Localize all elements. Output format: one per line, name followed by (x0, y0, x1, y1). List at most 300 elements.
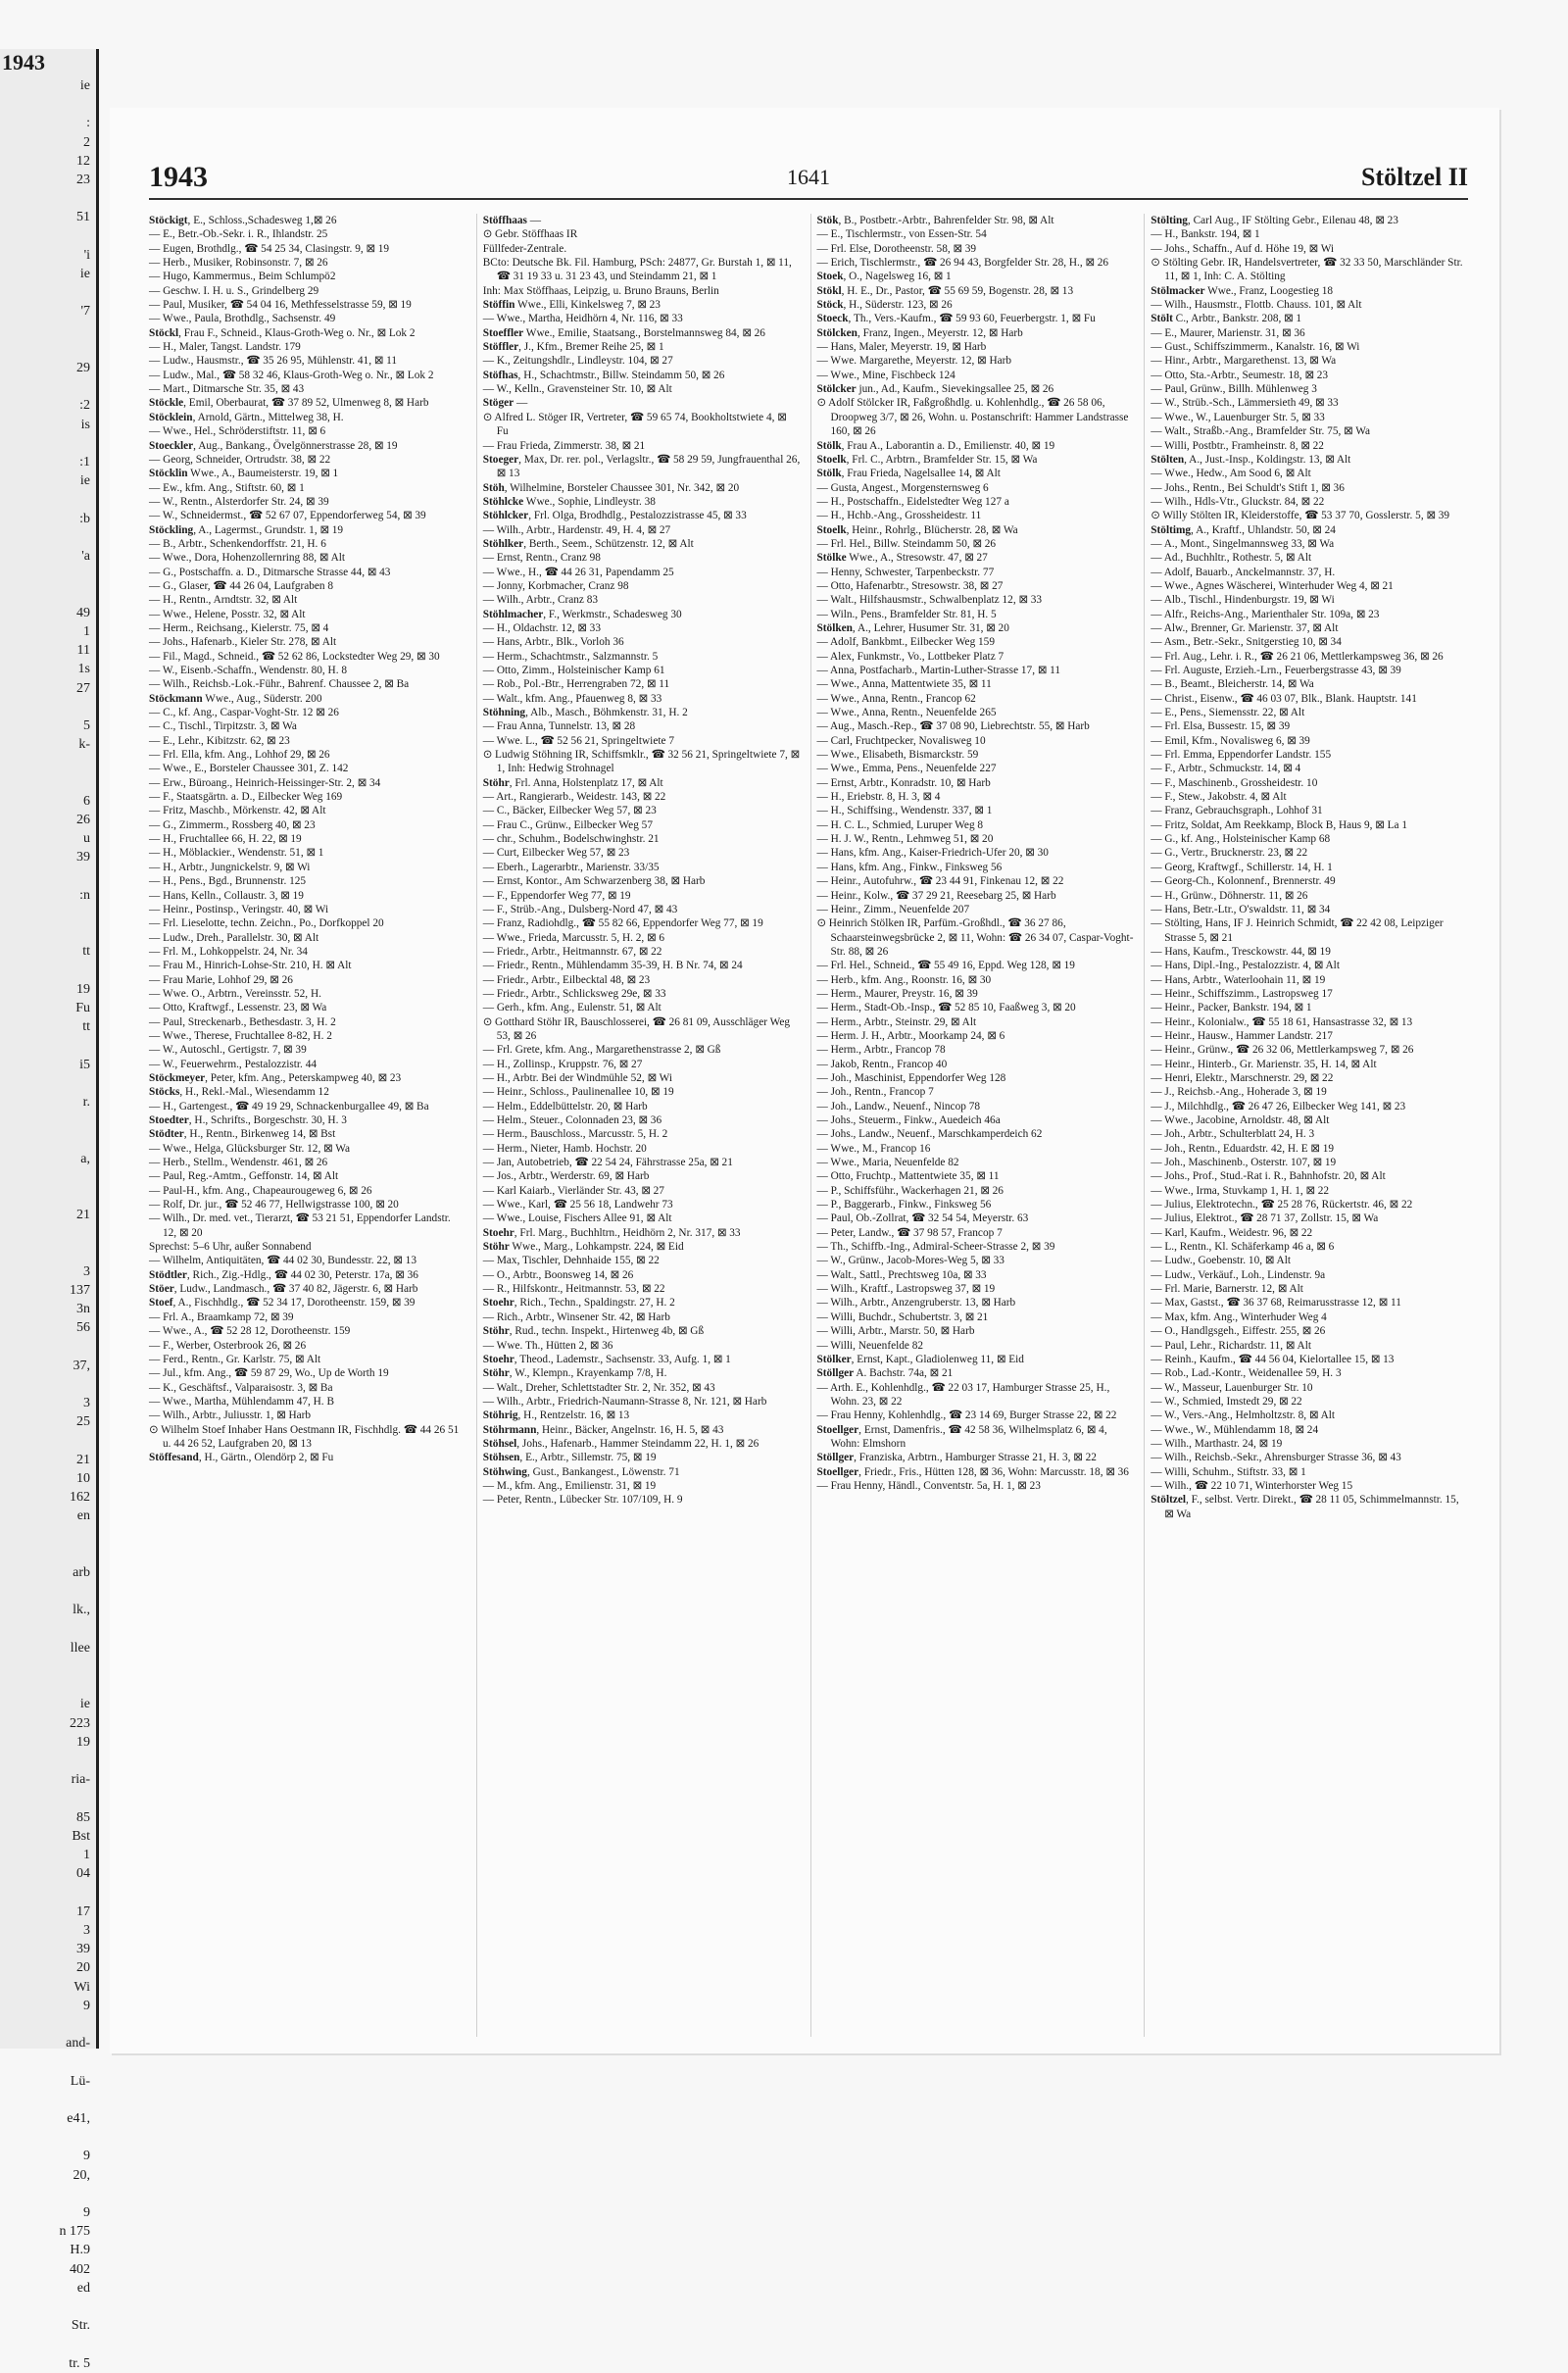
prev-page-fragment: 19 (76, 981, 90, 997)
directory-entry: — Hans, kfm. Ang., Kaiser-Friedrich-Ufer 20, ⊠ 30 (816, 847, 1049, 860)
entry-surname: Stöhr (482, 1325, 510, 1338)
directory-entry: — Walt., Dreher, Schlettstadter Str. 2, Nr. 352, ⊠ 43 (482, 1381, 715, 1394)
prev-page-fragment: ie (79, 473, 90, 489)
prev-page-fragment (0, 867, 96, 886)
prev-page-fragment: 9 (83, 2149, 90, 2164)
directory-entry: — Fritz, Maschb., Mörkenstr. 42, ⊠ Alt (149, 805, 326, 817)
directory-entry: — Carl, Fruchtpecker, Novalisweg 10 (816, 734, 986, 747)
entry-surname: Stöhr (482, 1241, 510, 1254)
directory-entry: — F., Strüb.-Ang., Dulsberg-Nord 47, ⊠ 43 (482, 903, 678, 915)
entry-surname: Stöh (482, 481, 505, 494)
entry-surname: Stölk (816, 439, 842, 452)
directory-entry: — Walt., Straßb.-Ang., Bramfelder Str. 75, ⊠ Wa (1151, 425, 1370, 438)
directory-entry: — Frl. Grete, kfm. Ang., Margarethenstrasse 2, ⊠ Gß (482, 1044, 721, 1057)
entry-details: , Franz, Ingen., Meyerstr. 12, ⊠ Harb (857, 326, 1023, 339)
directory-entry (816, 312, 1135, 325)
entry-details: , Arnold, Gärtn., Mittelweg 38, H. (192, 411, 344, 423)
directory-entry: — Hinr., Arbtr., Margarethenst. 13, ⊠ Wa (1151, 355, 1337, 368)
directory-entry: — Jan, Autobetrieb, ☎ 22 54 24, Fährstrasse 25a, ⊠ 21 (482, 1157, 733, 1169)
entry-surname: Stöhr (482, 1367, 510, 1380)
directory-entry: — Frau Marie, Lohhof 29, ⊠ 26 (149, 973, 293, 986)
directory-entry: — Frau Frieda, Zimmerstr. 38, ⊠ 21 (482, 439, 646, 452)
directory-entry: — Helm., Eddelbüttelstr. 20, ⊠ Harb (482, 1100, 648, 1112)
directory-entry (482, 1409, 801, 1422)
prev-page-fragment (0, 754, 96, 772)
directory-entry: — Henri, Elektr., Marschnerstr. 29, ⊠ 22 (1151, 1071, 1334, 1084)
directory-entry: — Walt., Hilfshausmstr., Schwalbenplatz 12, ⊠ 33 (816, 594, 1043, 607)
entry-details: , A., Kraftf., Uhlandstr. 50, ⊠ 24 (1191, 523, 1336, 536)
directory-entry: — Wwe., H., ☎ 44 26 31, Papendamm 25 (482, 566, 674, 578)
prev-page-fragment: 12 (76, 153, 90, 169)
prev-page-fragment (0, 1789, 96, 1807)
entry-details: , E., Schloss.,Schadesweg 1,⊠ 26 (187, 215, 337, 226)
directory-entry (482, 340, 801, 354)
directory-entry: — Joh., Maschinenb., Osterstr. 107, ⊠ 19 (1151, 1157, 1337, 1169)
entry-details: , Max, Dr. rer. pol., Verlagsltr., ☎ 58 29 59, Jungfrauenthal 26, ⊠ 13 (496, 453, 801, 480)
entry-details: , H., Süderstr. 123, ⊠ 26 (843, 299, 953, 312)
header-page-number: 1641 (787, 165, 830, 189)
entry-surname: Stöckle (149, 397, 184, 410)
directory-entry: — F., Werber, Osterbrook 26, ⊠ 26 (149, 1339, 307, 1352)
prev-page-fragment (0, 1884, 96, 1903)
entry-details: , Alb., Masch., Böhmkenstr. 31, H. 2 (525, 707, 688, 719)
directory-entry (482, 1324, 801, 1338)
entry-surname: Stöhr (482, 776, 510, 789)
directory-entry: — Herb., kfm. Ang., Roonstr. 16, ⊠ 30 (816, 973, 992, 986)
prev-page-fragment: 3 (83, 1396, 90, 1411)
entry-details: , Rich., Techn., Spaldingstr. 27, H. 2 (514, 1297, 675, 1310)
directory-entry (482, 326, 801, 340)
directory-entry (816, 467, 1135, 480)
entry-surname: Stoelk (816, 523, 847, 536)
directory-entry: — G., Vertr., Brucknerstr. 23, ⊠ 22 (1151, 847, 1308, 860)
directory-page (110, 108, 1499, 2053)
directory-entry: — Friedr., Arbtr., Heitmannstr. 67, ⊠ 22 (482, 945, 662, 958)
directory-entry: — Hans, Arbtr., Blk., Vorloh 36 (482, 636, 624, 649)
directory-entry: — Ludw., Hausmstr., ☎ 35 26 95, Mühlenstr. 41, ⊠ 11 (149, 355, 398, 368)
directory-entry (816, 214, 1135, 227)
directory-entry: — Wilh., Dr. med. vet., Tierarzt, ☎ 53 21 51, Eppendorfer Landstr. 12, ⊠ 20 (149, 1212, 451, 1239)
directory-entry: — Willi, Buchdr., Schubertstr. 3, ⊠ 21 (816, 1310, 989, 1323)
entry-details: jun., Ad., Kaufm., Sievekingsallee 25, ⊠ 26 (856, 383, 1054, 396)
directory-entry: — Frau Henny, Kohlenhdlg., ☎ 23 14 69, Burger Strasse 22, ⊠ 22 (816, 1409, 1117, 1422)
prev-page-fragment (0, 1752, 96, 1770)
directory-entry: — Wilh., Reichsb.-Lok.-Führ., Bahrenf. Chaussee 2, ⊠ Ba (149, 678, 410, 691)
directory-entry: — W., Masseur, Lauenburger Str. 10 (1151, 1381, 1313, 1394)
entry-details: , H. E., Dr., Pastor, ☎ 55 69 59, Bogenstr. 28, ⊠ 13 (841, 284, 1074, 297)
directory-entry: — Paul, Reg.-Amtm., Geffonstr. 14, ⊠ Alt (149, 1170, 339, 1183)
directory-entry: — Wilh., Hausmstr., Flottb. Chauss. 101, ⊠ Alt (1151, 299, 1362, 312)
directory-entry: — Max, Gastst., ☎ 36 37 68, Reimarusstrasse 12, ⊠ 11 (1151, 1297, 1401, 1310)
directory-entry: — Arth. E., Kohlenhdlg., ☎ 22 03 17, Hamburger Strasse 25, H., Wohn. 23, ⊠ 22 (816, 1381, 1110, 1408)
directory-entry: — Wwe., Anna, Rentn., Francop 62 (816, 692, 976, 705)
entry-surname: Stöhrig (482, 1409, 518, 1422)
directory-entry: — Heinr., Autofuhrw., ☎ 23 44 91, Finkenau 12, ⊠ 22 (816, 875, 1064, 888)
directory-entry: — Wwe., Dora, Hohenzollernring 88, ⊠ Alt (149, 552, 346, 565)
prev-page-fragment: 137 (70, 1283, 90, 1298)
directory-entry: — Wwe. L., ☎ 52 56 21, Springeltwiete 7 (482, 734, 674, 747)
directory-entry: — C., kf. Ang., Caspar-Voght-Str. 12 ⊠ 26 (149, 707, 339, 719)
directory-entry: — Wwe., Helene, Posstr. 32, ⊠ Alt (149, 608, 306, 620)
column-4 (1144, 214, 1468, 2037)
prev-page-fragment: en (76, 1508, 90, 1524)
directory-entry: — W., Kelln., Gravensteiner Str. 10, ⊠ Alt (482, 383, 672, 396)
directory-entry: — Wwe., Mine, Fischbeck 124 (816, 369, 956, 381)
directory-entry: — Wwe., Agnes Wäscherei, Winterhuder Weg 4, ⊠ 21 (1151, 579, 1394, 592)
directory-entry (482, 509, 801, 522)
prev-page-fragment: 25 (76, 1414, 90, 1430)
firm-entry: ⊙ Gebr. Stöffhaas IR (482, 228, 578, 241)
directory-entry: — Ludw., Goebenstr. 10, ⊠ Alt (1151, 1255, 1291, 1267)
prev-page-fragment: 20 (76, 1960, 90, 1976)
entry-details: , Aug., Bankang., Övelgönnerstrasse 28, ⊠ 19 (193, 439, 398, 452)
directory-entry: — Johs., Rentn., Bei Schuldt's Stift 1, ⊠ 36 (1151, 481, 1345, 494)
prev-page-fragment: 56 (76, 1320, 90, 1336)
entry-surname: Stoek (816, 271, 844, 283)
directory-entry (149, 1451, 466, 1464)
directory-entry: — Adolf, Bankbmt., Eilbecker Weg 159 (816, 636, 995, 649)
directory-entry: — O., Handlgsgeh., Eiffestr. 255, ⊠ 26 (1151, 1325, 1326, 1338)
directory-entry: — Christ., Eisenw., ☎ 46 03 07, Blk., Blank. Hauptstr. 141 (1151, 692, 1417, 705)
directory-entry: — Herb., Musiker, Robinsonstr. 7, ⊠ 26 (149, 257, 328, 270)
directory-entry (482, 481, 801, 495)
prev-page-fragment: tr. 5 (69, 2355, 90, 2371)
prev-page-fragment: 162 (70, 1490, 90, 1506)
prev-page-fragment: 'a (81, 549, 90, 565)
directory-entry: — Ludw., Mal., ☎ 58 32 46, Klaus-Groth-Weg o. Nr., ⊠ Lok 2 (149, 369, 434, 381)
directory-entry: — Gusta, Angest., Morgensternsweg 6 (816, 481, 989, 494)
directory-entry: — P., Baggerarb., Finkw., Finksweg 56 (816, 1199, 992, 1211)
directory-entry (1151, 312, 1468, 325)
directory-entry: — E., Tischlermstr., von Essen-Str. 54 (816, 228, 987, 241)
directory-entry: — Wilh., Kraftf., Lastropsweg 37, ⊠ 19 (816, 1283, 996, 1296)
directory-entry: — Anna, Postfacharb., Martin-Luther-Strasse 17, ⊠ 11 (816, 665, 1061, 676)
directory-entry: — Wiln., Pens., Bramfelder Str. 81, H. 5 (816, 608, 997, 620)
prev-page-fragment (0, 2335, 96, 2353)
entry-details: C., Arbtr., Bankstr. 208, ⊠ 1 (1172, 313, 1302, 325)
directory-entry: — Julius, Elektrotechn., ☎ 25 28 76, Rückertstr. 46, ⊠ 22 (1151, 1199, 1413, 1211)
directory-entry (482, 1353, 801, 1366)
prev-page-fragment (0, 1582, 96, 1601)
prev-page-fragment: 223 (70, 1715, 90, 1731)
directory-entry (482, 1296, 801, 1310)
directory-entry: — Wilh., Arbtr., Cranz 83 (482, 594, 599, 607)
page-header (149, 157, 1468, 200)
directory-entry (816, 326, 1135, 340)
entry-details: , Johs., Hafenarb., Hammer Steindamm 22, H. 1, ⊠ 26 (516, 1437, 760, 1450)
prev-page-fragment: 23 (76, 173, 90, 188)
prev-page-fragment: is (80, 417, 90, 432)
prev-page-fragment (0, 2298, 96, 2316)
prev-page-fragment (0, 2185, 96, 2203)
directory-entry: — Herm., Maurer, Preystr. 16, ⊠ 39 (816, 987, 978, 1000)
entry-surname: Stöltimg (1151, 523, 1192, 536)
directory-entry: — Wilh., ☎ 22 10 71, Winterhorster Weg 15 (1151, 1479, 1353, 1492)
directory-entry: — Frl. Auguste, Erzieh.-Lrn., Feuerbergstrasse 43, ⊠ 39 (1151, 665, 1401, 676)
directory-entry: — B., Beamt., Bleicherstr. 14, ⊠ Wa (1151, 678, 1314, 691)
prev-page-fragment: 21 (76, 1208, 90, 1223)
prev-page-fragment: 29 (76, 361, 90, 376)
directory-entry: — Joh., Landw., Neuenf., Nincop 78 (816, 1100, 980, 1112)
prev-page-fragment: tt (82, 1019, 90, 1035)
prev-page-fragment: H.9 (70, 2243, 90, 2258)
directory-entry: — Paul, Ob.-Zollrat, ☎ 32 54 54, Meyerstr. 63 (816, 1212, 1029, 1225)
directory-entry: BCto: Deutsche Bk. Fil. Hamburg, PSch: 24877, Gr. Burstah 1, ⊠ 11, ☎ 31 19 33 u. 31 23 43, und Steindamm 21, ⊠ 1 (482, 257, 792, 283)
directory-entry (149, 1085, 466, 1099)
directory-entry (482, 1366, 801, 1380)
prev-page-fragment: 04 (76, 1866, 90, 1882)
directory-entry: — Ew., kfm. Ang., Stiftstr. 60, ⊠ 1 (149, 481, 305, 494)
directory-entry: — C., Tischl., Tirpitzstr. 3, ⊠ Wa (149, 720, 297, 733)
entry-details: , Ernst, Kapt., Gladiolenweg 11, ⊠ Eid (851, 1353, 1024, 1365)
entry-surname: Stoeffler (482, 326, 524, 339)
directory-entry: ⊙ Gotthard Stöhr IR, Bauschlosserei, ☎ 26 81 09, Ausschläger Weg 53, ⊠ 26 (482, 1015, 791, 1042)
directory-entry: — Heinr., Packer, Bankstr. 194, ⊠ 1 (1151, 1002, 1312, 1014)
entry-surname: Stoellger (816, 1423, 859, 1436)
directory-entry: — Karl Kaiarb., Vierländer Str. 43, ⊠ 27 (482, 1184, 664, 1197)
directory-entry: — H., Schiffsing., Wendenstr. 337, ⊠ 1 (816, 805, 993, 817)
prev-page-fragment (0, 566, 96, 584)
directory-entry (149, 1268, 466, 1282)
directory-entry: — Willi, Postbtr., Framheinstr. 8, ⊠ 22 (1151, 439, 1324, 452)
directory-entry: — Art., Rangierarb., Weidestr. 143, ⊠ 22 (482, 791, 666, 804)
directory-entry: — Ludw., Dreh., Parallelstr. 30, ⊠ Alt (149, 931, 319, 944)
entry-details: , Th., Vers.-Kaufm., ☎ 59 93 60, Feuerbergstr. 1, ⊠ Fu (848, 313, 1096, 325)
directory-entry: — F., Staatsgärtn. a. D., Eilbecker Weg 169 (149, 791, 343, 804)
prev-page-fragment: 21 (76, 1452, 90, 1467)
directory-entry: — Wwe., Hel., Schröderstiftstr. 11, ⊠ 6 (149, 425, 326, 438)
prev-page-fragment (0, 2015, 96, 2034)
prev-page-fragment: :b (79, 511, 90, 526)
directory-entry: — F., Eppendorfer Weg 77, ⊠ 19 (482, 889, 631, 902)
directory-entry: — Ernst, Kontor., Am Schwarzenberg 38, ⊠ Harb (482, 875, 706, 888)
prev-page-fragment: 17 (76, 1903, 90, 1919)
directory-entry (482, 214, 801, 227)
directory-entry: — Peter, Rentn., Lübecker Str. 107/109, H. 9 (482, 1494, 683, 1507)
directory-entry: — Heinr., Hinterb., Gr. Marienstr. 35, H. 14, ⊠ Alt (1151, 1058, 1377, 1070)
firm-entry: ⊙ Heinrich Stölken IR, Parfüm.-Großhdl., ☎ 36 27 86, Schaarsteinwegsbrücke 2, ⊠ 11, Wohn: ☎ 26 34 07, Caspar-Voght-Str. 88, ⊠ 26 (816, 917, 1134, 958)
prev-page-fragment (0, 321, 96, 340)
directory-entry: — Jonny, Korbmacher, Cranz 98 (482, 579, 629, 592)
prev-page-fragment: ie (79, 1697, 90, 1712)
directory-entry: — Johs., Hafenarb., Kieler Str. 278, ⊠ Alt (149, 636, 337, 649)
entry-surname: Stödter (149, 1128, 184, 1141)
directory-entry: — Wwe., Maria, Neuenfelde 82 (816, 1157, 959, 1169)
directory-entry: — Friedr., Arbtr., Eilbecktal 48, ⊠ 23 (482, 973, 651, 986)
directory-entry: — chr., Schuhm., Bodelschwinghstr. 21 (482, 833, 660, 846)
directory-entry: — H., Gartengest., ☎ 49 19 29, Schnackenburgallee 49, ⊠ Ba (149, 1100, 429, 1112)
entry-surname: Stöhrmann (482, 1423, 537, 1436)
prev-page-fragment (0, 962, 96, 980)
entry-details: , Heinr., Bäcker, Angelnstr. 16, H. 5, ⊠ 43 (536, 1423, 724, 1436)
directory-entry: — W., Strüb.-Sch., Lämmersieth 49, ⊠ 33 (1151, 397, 1339, 410)
entry-details: , Carl Aug., IF Stölting Gebr., Eilenau 48, ⊠ 23 (1187, 215, 1398, 226)
directory-entry: — Paul, Streckenarb., Bethesdastr. 3, H. 2 (149, 1015, 336, 1028)
prev-page-fragment: arb (73, 1565, 90, 1581)
prev-page-fragment (0, 377, 96, 396)
entry-surname: Stöltzel (1151, 1494, 1187, 1507)
directory-entry (149, 1071, 466, 1085)
prev-page-fragment: Str. (71, 2318, 90, 2334)
entry-details: , Gust., Bankangest., Löwenstr. 71 (526, 1465, 680, 1478)
prev-page-fragment (0, 1187, 96, 1206)
directory-entry: — Georg, Kraftwgf., Schillerstr. 14, H. 1 (1151, 861, 1333, 873)
prev-page-fragment: 3n (76, 1302, 90, 1317)
directory-entry: — Joh., Arbtr., Schulterblatt 24, H. 3 (1151, 1128, 1315, 1141)
entry-surname: Stöcks (149, 1086, 180, 1099)
entry-details: , A., Lagermst., Grundstr. 1, ⊠ 19 (193, 523, 344, 536)
directory-entry: — Rob., Pol.-Btr., Herrengraben 72, ⊠ 11 (482, 678, 670, 691)
entry-details: , F., selbst. Vertr. Direkt., ☎ 28 11 05, Schimmelmannstr. 15, ⊠ Wa (1164, 1494, 1459, 1520)
entry-surname: Stöhlcke (482, 495, 524, 508)
directory-entry: — Asm., Betr.-Sekr., Snitgerstieg 10, ⊠ 34 (1151, 636, 1342, 649)
directory-entry (482, 453, 801, 481)
directory-entry: — Geschw. I. H. u. S., Grindelberg 29 (149, 284, 319, 297)
directory-entry: — E., Betr.-Ob.-Sekr. i. R., Ihlandstr. 25 (149, 228, 328, 241)
entry-surname: Stoehr (482, 1353, 514, 1365)
directory-entry: — Gerh., kfm. Ang., Eulenstr. 51, ⊠ Alt (482, 1002, 662, 1014)
directory-entry: — Joh., Maschinist, Eppendorfer Weg 128 (816, 1071, 1006, 1084)
prev-page-fragment (0, 1620, 96, 1639)
prev-page-fragment: 1 (83, 1848, 90, 1863)
directory-entry: — Rob., Lad.-Kontr., Weidenallee 59, H. 3 (1151, 1367, 1342, 1380)
directory-entry: — W., Vers.-Ang., Helmholtzstr. 8, ⊠ Alt (1151, 1409, 1336, 1422)
directory-entry: — Willi, Arbtr., Marstr. 50, ⊠ Harb (816, 1325, 975, 1338)
prev-page-fragment: r. (82, 1094, 90, 1110)
header-guide-words: Stöltzel II (1360, 163, 1468, 191)
entry-details: , Berth., Seem., Schützenstr. 12, ⊠ Alt (523, 537, 694, 550)
prev-page-fragment (0, 1657, 96, 1676)
directory-entry (816, 270, 1135, 283)
entry-surname: Stoellger (816, 1465, 859, 1478)
directory-entry: — P., Schiffsführ., Wackerhagen 21, ⊠ 26 (816, 1184, 1004, 1197)
prev-page-fragment: 11 (76, 643, 90, 659)
directory-entry: — Joh., Rentn., Francop 7 (816, 1086, 934, 1099)
entry-details: , W., Klempn., Krayenkamp 7/8, H. (509, 1367, 667, 1380)
entry-surname: Stoehr (482, 1226, 514, 1239)
directory-entry: — Johs., Schaffn., Auf d. Höhe 19, ⊠ Wi (1151, 242, 1335, 255)
prev-page-fragment (0, 1375, 96, 1394)
directory-entry: — Johs., Steuerm., Finkw., Auedeich 46a (816, 1114, 1001, 1126)
prev-page-fragment (0, 584, 96, 603)
directory-entry (816, 439, 1135, 453)
entry-surname: Stöger (482, 397, 514, 410)
prev-page-fragment: 39 (76, 850, 90, 865)
directory-entry: — Hugo, Kammermus., Beim Schlumpö2 (149, 271, 336, 283)
directory-entry: — Paul, Grünw., Billh. Mühlenweg 3 (1151, 383, 1317, 396)
directory-entry (816, 453, 1135, 467)
directory-entry: — Jos., Arbtr., Werderstr. 69, ⊠ Harb (482, 1170, 650, 1183)
entry-surname: Stöllger (816, 1452, 855, 1464)
entry-surname: Stöckmann (149, 692, 203, 705)
prev-page-fragment: tt (82, 944, 90, 960)
directory-entry: — Ernst, Arbtr., Konradstr. 10, ⊠ Harb (816, 776, 991, 789)
entry-details: , Emil, Oberbaurat, ☎ 37 89 52, Ulmenweg 8, ⊠ Harb (183, 397, 429, 410)
directory-entry: — Wwe., Anna, Rentn., Neuenfelde 265 (816, 707, 997, 719)
directory-entry: — Wilh., Reichsb.-Sekr., Ahrensburger Strasse 36, ⊠ 43 (1151, 1452, 1401, 1464)
entry-details: Wwe., Sophie, Lindleystr. 38 (523, 495, 656, 508)
directory-entry (482, 776, 801, 790)
entry-surname: Stölten (1151, 453, 1185, 466)
directory-entry: — Frl. Aug., Lehr. i. R., ☎ 26 21 06, Mettlerkampsweg 36, ⊠ 26 (1151, 650, 1444, 663)
entry-details: , H., Rekl.-Mal., Wiesendamm 12 (179, 1086, 329, 1099)
entry-surname: Stöckmeyer (149, 1071, 206, 1084)
directory-entry: — Karl, Kaufm., Weidestr. 96, ⊠ 22 (1151, 1226, 1313, 1239)
directory-entry: — Alw., Brenner, Gr. Marienstr. 37, ⊠ Alt (1151, 621, 1339, 634)
directory-entry: — Wilh., Arbtr., Friedrich-Naumann-Strasse 8, Nr. 121, ⊠ Harb (482, 1395, 767, 1408)
directory-entry: — Wwe., Irma, Stuvkamp 1, H. 1, ⊠ 22 (1151, 1184, 1330, 1197)
directory-columns (149, 214, 1468, 2037)
directory-entry: — Wilhelm, Antiquitäten, ☎ 44 02 30, Bundesstr. 22, ⊠ 13 (149, 1255, 416, 1267)
prev-page-fragment (0, 1338, 96, 1357)
prev-page-fragment: 2 (83, 134, 90, 150)
entry-details: , F., Werkmstr., Schadesweg 30 (543, 608, 682, 620)
directory-entry: — Fil., Magd., Schneid., ☎ 52 62 86, Lockstedter Weg 29, ⊠ 30 (149, 650, 440, 663)
directory-entry: — B., Arbtr., Schenkendorffstr. 21, H. 6 (149, 537, 326, 550)
prev-page-fragment (0, 1112, 96, 1130)
directory-entry: — Otto, Hafenarbtr., Stresowstr. 38, ⊠ 27 (816, 579, 1004, 592)
prev-page-fragment (0, 283, 96, 302)
directory-entry (482, 298, 801, 312)
directory-entry: — Hans, Kaufm., Tresckowstr. 44, ⊠ 19 (1151, 945, 1331, 958)
directory-entry: — Wwe., Karl, ☎ 25 56 18, Landwehr 73 (482, 1199, 673, 1211)
entry-details: , Frau F., Schneid., Klaus-Groth-Weg o. Nr., ⊠ Lok 2 (178, 326, 416, 339)
directory-entry: — W., Rentn., Alsterdorfer Str. 24, ⊠ 39 (149, 495, 329, 508)
directory-entry: — W., Autoschl., Gertigstr. 7, ⊠ 39 (149, 1044, 307, 1057)
prev-page-fragment: 3 (83, 1263, 90, 1279)
entry-surname: Stölcker (816, 383, 857, 396)
directory-entry: — Herm., Arbtr., Francop 78 (816, 1044, 946, 1057)
entry-surname: Stoeger (482, 453, 519, 466)
entry-details: , Peter, kfm. Ang., Peterskampweg 40, ⊠ 23 (205, 1071, 402, 1084)
directory-entry (149, 692, 466, 706)
prev-page-fragment (0, 1676, 96, 1695)
prev-page-fragment: n 175 (59, 2224, 90, 2240)
directory-entry: — Frl. Else, Dorotheenstr. 58, ⊠ 39 (816, 242, 977, 255)
entry-details: , Theod., Lademstr., Sachsenstr. 33, Aufg. 1, ⊠ 1 (514, 1353, 731, 1365)
entry-details: , Frl. C., Arbtrn., Bramfelder Str. 15, ⊠ Wa (846, 453, 1038, 466)
directory-entry: — Herb., Stellm., Wendenstr. 461, ⊠ 26 (149, 1157, 328, 1169)
entry-surname: Stöckling (149, 523, 194, 536)
directory-entry: — Reinh., Kaufm., ☎ 44 56 04, Kielortallee 15, ⊠ 13 (1151, 1353, 1395, 1365)
directory-entry: — Mart., Ditmarsche Str. 35, ⊠ 43 (149, 383, 305, 396)
prev-page-fragment: k- (78, 737, 90, 753)
directory-entry: — Walt., kfm. Ang., Pfauenweg 8, ⊠ 33 (482, 692, 662, 705)
prev-page-fragment: u (83, 831, 90, 847)
entry-surname: Stöffin (482, 299, 515, 312)
directory-entry: — C., Bäcker, Eilbecker Weg 57, ⊠ 23 (482, 805, 657, 817)
directory-entry: — Wwe., Louise, Fischers Allee 91, ⊠ Alt (482, 1212, 672, 1225)
directory-entry (816, 1353, 1135, 1366)
directory-entry: — H., Zollinsp., Kruppstr. 76, ⊠ 27 (482, 1058, 643, 1070)
directory-entry (816, 523, 1135, 537)
prev-page-fragment (0, 1036, 96, 1055)
directory-entry: — Wilh., Marthastr. 24, ⊠ 19 (1151, 1437, 1283, 1450)
directory-entry: — Herm., Stadt-Ob.-Insp., ☎ 52 85 10, Faaßweg 3, ⊠ 20 (816, 1002, 1076, 1014)
directory-entry: — Frl. Ella, kfm. Ang., Lohhof 29, ⊠ 26 (149, 749, 330, 762)
directory-entry: — Ernst, Rentn., Cranz 98 (482, 552, 601, 565)
entry-surname: Stoeck (816, 313, 849, 325)
prev-page-fragment: 'i (83, 247, 90, 263)
directory-entry: — F., Maschinenb., Grossheidestr. 10 (1151, 776, 1318, 789)
directory-entry: — Wwe., A., ☎ 52 28 12, Dorotheenstr. 159 (149, 1325, 351, 1338)
directory-entry: — Frl. Lieselotte, techn. Zeichn., Po., Dorfkoppel 20 (149, 917, 384, 930)
directory-entry: — W., Grünw., Jacob-Mores-Weg 5, ⊠ 33 (816, 1255, 1004, 1267)
directory-entry: — Paul, Musiker, ☎ 54 04 16, Methfesselstrasse 59, ⊠ 19 (149, 299, 412, 312)
entry-surname: Stök (816, 215, 839, 226)
prev-page-fragment: 51 (76, 210, 90, 225)
directory-entry: — Otto, Fruchtp., Mattentwiete 35, ⊠ 11 (816, 1170, 1000, 1183)
